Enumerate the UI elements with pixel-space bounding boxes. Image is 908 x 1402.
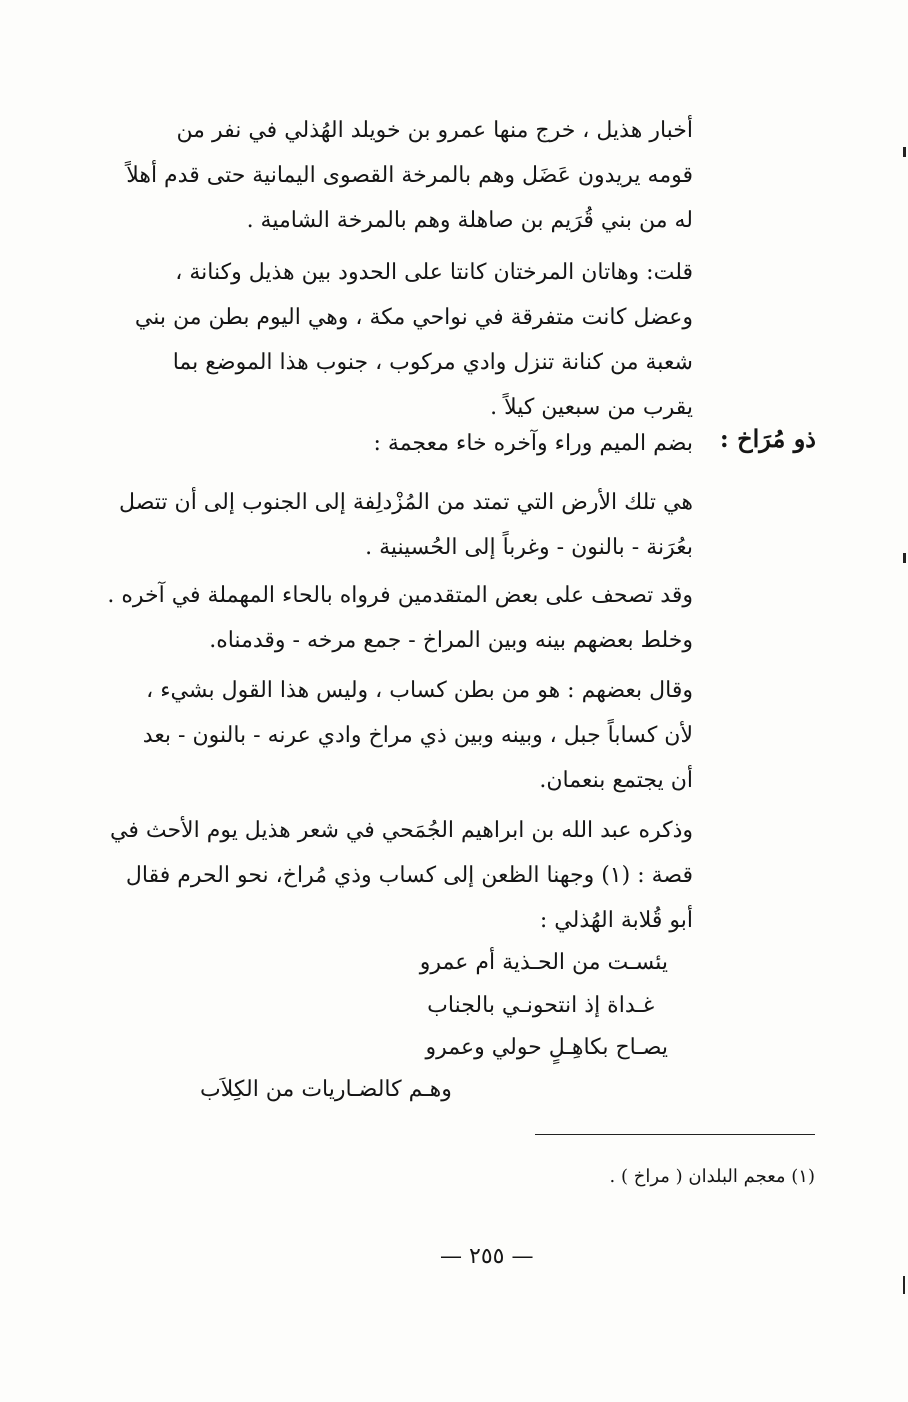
paragraph-1 (126, 108, 693, 243)
entry-paragraph-2 (107, 573, 693, 663)
text-line: شعبة من كنانة تنزل وادي مركوب ، جنوب هذا الموضع بما (172, 350, 693, 375)
text-line: وقال بعضهم : هو من بطن كساب ، وليس هذا القول بشيء ، (146, 678, 693, 703)
text-line: بعُرَنة - بالنون - وغرباً إلى الحُسينية . (365, 535, 693, 560)
text-line: قومه يريدون عَضَل وهم بالمرخة القصوى اليمانية حتى قدم أهلاً (126, 163, 693, 188)
poem-verse-3: يصـاح بكاهِـلٍ حولي وعمرو (425, 1035, 668, 1060)
poem-verse-1: يئسـت من الحـذية أم عمرو (419, 950, 668, 975)
text-line: أبو قُلابة الهُذلي : (539, 908, 693, 933)
text-line: وقد تصحف على بعض المتقدمين فرواه بالحاء المهملة في آخره . (107, 583, 693, 608)
entry-definition: بضم الميم وراء وآخره خاء معجمة : (373, 431, 693, 456)
text-line: أن يجتمع بنعمان. (539, 768, 693, 793)
text-line: له من بني قُرَيم بن صاهلة وهم بالمرخة الشامية . (246, 208, 693, 233)
scan-edge-mark (903, 553, 906, 563)
footnote-divider (535, 1134, 815, 1135)
text-line: قصة : (١) وجهنا الظعن إلى كساب وذي مُراخ، نحو الحرم فقال (125, 863, 693, 888)
text-line: لأن كساباً جبل ، وبينه وبين ذي مراخ وادي عرنه - بالنون - بعد (142, 723, 693, 748)
poem-verse-2: غـداة إذ انتحونـي بالجناب (427, 993, 655, 1018)
text-line: وذكره عبد الله بن ابراهيم الجُمَحي في شعر هذيل يوم الأحث في (110, 818, 693, 843)
scan-edge-mark (903, 147, 906, 157)
page-number: — ٢٥٥ — (440, 1244, 534, 1269)
text-line: وعضل كانت متفرقة في نواحي مكة ، وهي اليوم بطن من بني (134, 305, 693, 330)
text-line: يقرب من سبعين كيلاً . (490, 395, 693, 420)
text-line: أخبار هذيل ، خرج منها عمرو بن خويلد الهُذلي في نفر من (176, 118, 693, 143)
entry-paragraph-1 (119, 480, 693, 570)
paragraph-2 (134, 250, 693, 430)
text-line: وخلط بعضهم بينه وبين المراخ - جمع مرخه - وقدمناه. (209, 628, 693, 653)
footnote: (١) معجم البلدان ( مراخ ) . (609, 1166, 815, 1187)
entry-headword: ذو مُرَاخ : (719, 424, 816, 453)
text-line: هي تلك الأرض التي تمتد من المُزْدلِفة إلى الجنوب إلى أن تتصل (119, 490, 693, 515)
scan-edge-mark (903, 1276, 905, 1294)
poem-verse-4: وهـم كالضـاريات من الكِلاَب (200, 1077, 452, 1102)
text-line: قلت: وهاتان المرختان كانتا على الحدود بين هذيل وكنانة ، (175, 260, 693, 285)
entry-paragraph-3 (142, 668, 693, 803)
entry-paragraph-4 (110, 808, 693, 943)
